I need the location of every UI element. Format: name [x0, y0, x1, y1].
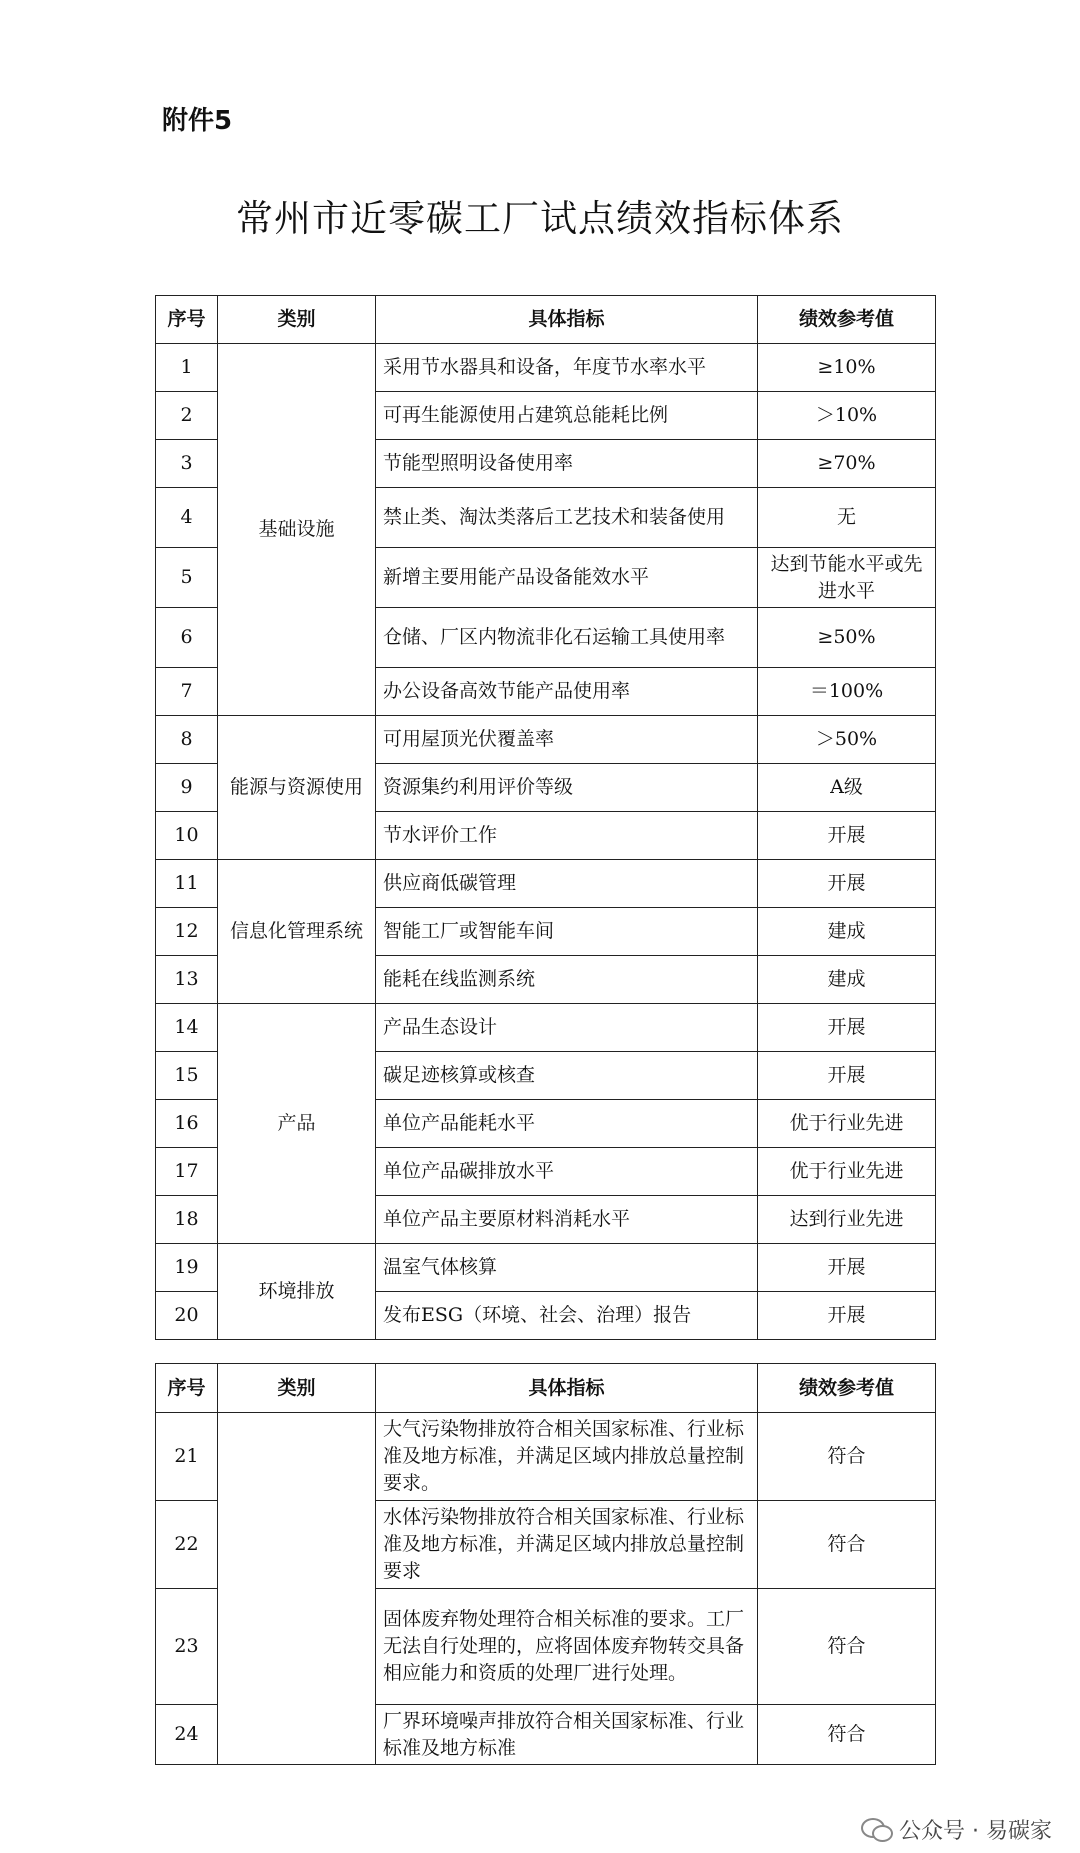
- row-value: A级: [758, 764, 936, 812]
- indicator-table-2: [155, 1363, 936, 1765]
- row-no: 17: [156, 1148, 218, 1196]
- row-indicator: 仓储、厂区内物流非化石运输工具使用率: [376, 608, 758, 668]
- row-value: 开展: [758, 860, 936, 908]
- category-cell: 信息化管理系统: [218, 860, 376, 1004]
- row-no: 7: [156, 668, 218, 716]
- row-value: ≥10%: [758, 344, 936, 392]
- row-value: 优于行业先进: [758, 1148, 936, 1196]
- row-no: 19: [156, 1244, 218, 1292]
- row-indicator: 厂界环境噪声排放符合相关国家标准、行业标准及地方标准: [376, 1705, 758, 1765]
- row-no: 14: [156, 1004, 218, 1052]
- row-value: 开展: [758, 1004, 936, 1052]
- footer-watermark: [861, 1814, 1052, 1845]
- row-no: 12: [156, 908, 218, 956]
- row-no: 8: [156, 716, 218, 764]
- row-no: 10: [156, 812, 218, 860]
- row-indicator: 禁止类、淘汰类落后工艺技术和装备使用: [376, 488, 758, 548]
- row-indicator: 节水评价工作: [376, 812, 758, 860]
- row-indicator: 节能型照明设备使用率: [376, 440, 758, 488]
- row-no: 2: [156, 392, 218, 440]
- row-indicator: 采用节水器具和设备，年度节水率水平: [376, 344, 758, 392]
- row-indicator: 水体污染物排放符合相关国家标准、行业标准及地方标准，并满足区域内排放总量控制要求: [376, 1501, 758, 1589]
- row-no: 24: [156, 1705, 218, 1765]
- row-no: 6: [156, 608, 218, 668]
- row-no: 5: [156, 548, 218, 608]
- document-title: 常州市近零碳工厂试点绩效指标体系: [236, 197, 844, 240]
- category-cell: 基础设施: [218, 344, 376, 716]
- row-no: 11: [156, 860, 218, 908]
- category-cell: 能源与资源使用: [218, 716, 376, 860]
- row-value: 符合: [758, 1413, 936, 1501]
- row-indicator: 可用屋顶光伏覆盖率: [376, 716, 758, 764]
- row-value: 无: [758, 488, 936, 548]
- row-value: ≥70%: [758, 440, 936, 488]
- row-indicator: 发布ESG（环境、社会、治理）报告: [376, 1292, 758, 1340]
- table-header-row: [156, 296, 936, 344]
- table-row: [156, 344, 936, 392]
- category-cell: 环境排放: [218, 1244, 376, 1340]
- row-indicator: 单位产品能耗水平: [376, 1100, 758, 1148]
- row-no: 9: [156, 764, 218, 812]
- row-no: 3: [156, 440, 218, 488]
- row-value: 达到节能水平或先进水平: [758, 548, 936, 608]
- row-value: 开展: [758, 1292, 936, 1340]
- row-no: 21: [156, 1413, 218, 1501]
- indicator-table-1: [155, 295, 936, 1340]
- row-indicator: 资源集约利用评价等级: [376, 764, 758, 812]
- row-indicator: 单位产品主要原材料消耗水平: [376, 1196, 758, 1244]
- row-value: ＞50%: [758, 716, 936, 764]
- header-no: 序号: [156, 296, 218, 344]
- row-value: ＝100%: [758, 668, 936, 716]
- header-value: 绩效参考值: [758, 296, 936, 344]
- category-cell: 产品: [218, 1004, 376, 1244]
- row-indicator: 可再生能源使用占建筑总能耗比例: [376, 392, 758, 440]
- row-indicator: 温室气体核算: [376, 1244, 758, 1292]
- header-category: 类别: [218, 1364, 376, 1413]
- header-value: 绩效参考值: [758, 1364, 936, 1413]
- row-indicator: 新增主要用能产品设备能效水平: [376, 548, 758, 608]
- category-cell-empty: [218, 1413, 376, 1765]
- row-indicator: 供应商低碳管理: [376, 860, 758, 908]
- table-header-row: [156, 1364, 936, 1413]
- row-value: 优于行业先进: [758, 1100, 936, 1148]
- row-indicator: 智能工厂或智能车间: [376, 908, 758, 956]
- row-value: ＞10%: [758, 392, 936, 440]
- row-indicator: 能耗在线监测系统: [376, 956, 758, 1004]
- row-value: 建成: [758, 956, 936, 1004]
- row-value: 达到行业先进: [758, 1196, 936, 1244]
- row-indicator: 办公设备高效节能产品使用率: [376, 668, 758, 716]
- row-value: 开展: [758, 1052, 936, 1100]
- row-value: 符合: [758, 1705, 936, 1765]
- row-no: 18: [156, 1196, 218, 1244]
- table-row: [156, 1004, 936, 1052]
- row-no: 16: [156, 1100, 218, 1148]
- row-no: 22: [156, 1501, 218, 1589]
- row-no: 15: [156, 1052, 218, 1100]
- row-no: 4: [156, 488, 218, 548]
- row-indicator: 单位产品碳排放水平: [376, 1148, 758, 1196]
- table-row: [156, 1413, 936, 1501]
- header-indicator: 具体指标: [376, 1364, 758, 1413]
- row-value: 开展: [758, 1244, 936, 1292]
- header-category: 类别: [218, 296, 376, 344]
- row-no: 1: [156, 344, 218, 392]
- row-indicator: 碳足迹核算或核查: [376, 1052, 758, 1100]
- header-indicator: 具体指标: [376, 296, 758, 344]
- wechat-icon: [861, 1818, 891, 1842]
- row-indicator: 大气污染物排放符合相关国家标准、行业标准及地方标准，并满足区域内排放总量控制要求。: [376, 1413, 758, 1501]
- table-row: [156, 860, 936, 908]
- row-value: 开展: [758, 812, 936, 860]
- row-value: ≥50%: [758, 608, 936, 668]
- row-indicator: 产品生态设计: [376, 1004, 758, 1052]
- row-value: 符合: [758, 1501, 936, 1589]
- row-no: 23: [156, 1589, 218, 1705]
- row-no: 13: [156, 956, 218, 1004]
- attachment-label: 附件5: [162, 106, 233, 136]
- row-value: 符合: [758, 1589, 936, 1705]
- row-no: 20: [156, 1292, 218, 1340]
- row-value: 建成: [758, 908, 936, 956]
- table-row: [156, 716, 936, 764]
- footer-text: 公众号 · 易碳家: [899, 1819, 1052, 1844]
- header-no: 序号: [156, 1364, 218, 1413]
- table-row: [156, 1244, 936, 1292]
- row-indicator: 固体废弃物处理符合相关标准的要求。工厂无法自行处理的，应将固体废弃物转交具备相应能力和资质的处理厂进行处理。: [376, 1589, 758, 1705]
